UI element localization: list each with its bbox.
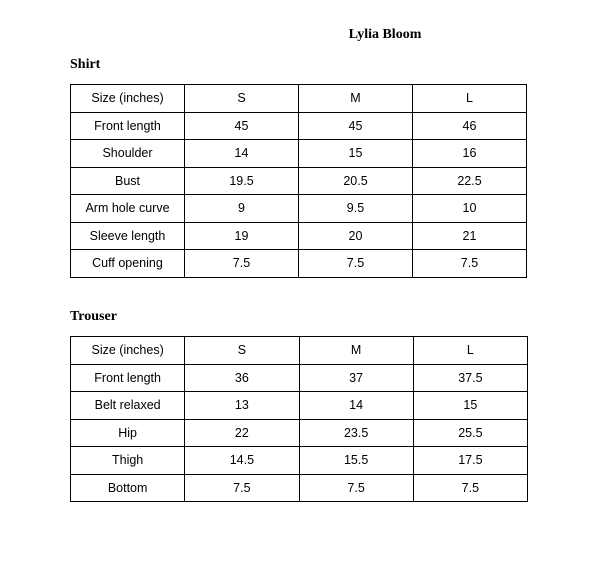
cell-value-s: 22	[185, 419, 299, 447]
table-row	[71, 474, 528, 502]
row-label: Shoulder	[71, 140, 185, 168]
row-label: Belt relaxed	[71, 392, 185, 420]
cell-value-m: 23.5	[299, 419, 413, 447]
row-label: Hip	[71, 419, 185, 447]
cell-value-m: 7.5	[299, 474, 413, 502]
cell-value-l: 22.5	[413, 167, 527, 195]
shirt-section-heading: Shirt	[70, 57, 101, 72]
document-title: Lylia Bloom	[348, 27, 422, 42]
table-row	[71, 364, 528, 392]
row-label: Bust	[71, 167, 185, 195]
cell-value-m: 37	[299, 364, 413, 392]
table-row	[71, 195, 527, 223]
row-label: Bottom	[71, 474, 185, 502]
table-header-row	[71, 85, 527, 113]
row-label: Cuff opening	[71, 250, 185, 278]
table-row	[71, 419, 528, 447]
table-header-row	[71, 337, 528, 365]
cell-value-l: 7.5	[413, 250, 527, 278]
table-row	[71, 222, 527, 250]
cell-value-s: 36	[185, 364, 299, 392]
cell-value-m: 45	[299, 112, 413, 140]
cell-value-m: 9.5	[299, 195, 413, 223]
trouser-size-table	[70, 336, 528, 502]
cell-value-l: 21	[413, 222, 527, 250]
header-cell-l: L	[413, 85, 527, 113]
table-row	[71, 140, 527, 168]
cell-value-s: 7.5	[185, 474, 299, 502]
header-cell-s: S	[185, 85, 299, 113]
row-label: Sleeve length	[71, 222, 185, 250]
table-row	[71, 250, 527, 278]
cell-value-l: 17.5	[413, 447, 527, 475]
cell-value-s: 7.5	[185, 250, 299, 278]
header-cell-m: M	[299, 337, 413, 365]
table-row	[71, 392, 528, 420]
cell-value-m: 15	[299, 140, 413, 168]
row-label: Thigh	[71, 447, 185, 475]
header-cell-s: S	[185, 337, 299, 365]
cell-value-m: 14	[299, 392, 413, 420]
cell-value-l: 25.5	[413, 419, 527, 447]
cell-value-s: 14.5	[185, 447, 299, 475]
cell-value-m: 20	[299, 222, 413, 250]
row-label: Front length	[71, 112, 185, 140]
table-row	[71, 112, 527, 140]
cell-value-m: 15.5	[299, 447, 413, 475]
cell-value-m: 20.5	[299, 167, 413, 195]
cell-value-s: 9	[185, 195, 299, 223]
header-cell-size: Size (inches)	[71, 337, 185, 365]
cell-value-l: 15	[413, 392, 527, 420]
cell-value-s: 19	[185, 222, 299, 250]
header-cell-l: L	[413, 337, 527, 365]
cell-value-l: 37.5	[413, 364, 527, 392]
table-row	[71, 447, 528, 475]
header-cell-m: M	[299, 85, 413, 113]
cell-value-l: 46	[413, 112, 527, 140]
cell-value-s: 13	[185, 392, 299, 420]
cell-value-l: 7.5	[413, 474, 527, 502]
cell-value-s: 45	[185, 112, 299, 140]
cell-value-m: 7.5	[299, 250, 413, 278]
trouser-section-heading: Trouser	[70, 309, 117, 324]
cell-value-s: 19.5	[185, 167, 299, 195]
shirt-size-table	[70, 84, 527, 278]
cell-value-l: 16	[413, 140, 527, 168]
row-label: Front length	[71, 364, 185, 392]
row-label: Arm hole curve	[71, 195, 185, 223]
table-row	[71, 167, 527, 195]
cell-value-l: 10	[413, 195, 527, 223]
header-cell-size: Size (inches)	[71, 85, 185, 113]
cell-value-s: 14	[185, 140, 299, 168]
